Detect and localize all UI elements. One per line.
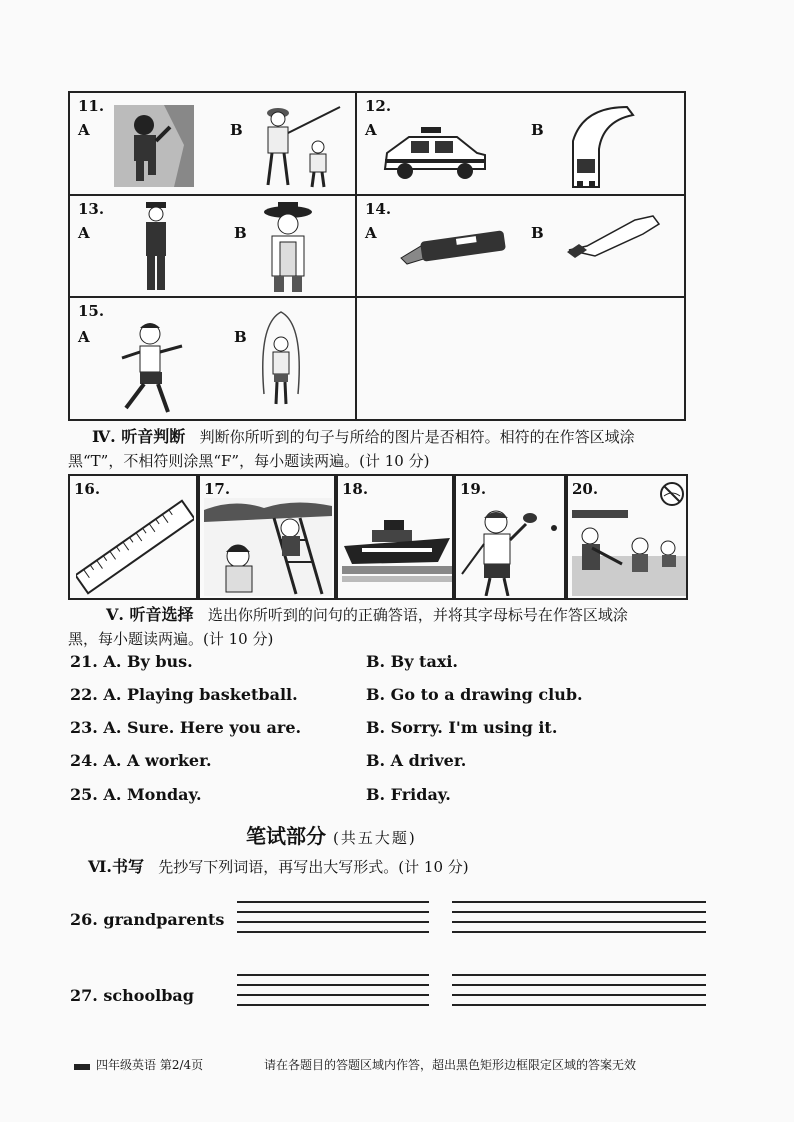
footer-page-info: 四年级英语 第2/4页 — [96, 1058, 204, 1072]
picture-row-16-20 — [68, 474, 702, 600]
question-number: 14. — [365, 200, 392, 218]
part6-instructions — [88, 856, 698, 878]
part5-heading: Ⅴ. 听音选择 — [106, 605, 194, 624]
option-a-label[interactable]: A — [78, 224, 90, 242]
writing-lines-26-uppercase[interactable] — [452, 901, 706, 941]
ship-icon — [342, 516, 452, 586]
q21-option-b[interactable]: B. By taxi. — [366, 652, 458, 671]
question-number: 17. — [204, 480, 231, 498]
q21-option-a[interactable]: 21. A. By bus. — [70, 652, 193, 671]
utility-knife-icon — [397, 228, 509, 268]
q24-option-b[interactable]: B. A driver. — [366, 751, 467, 770]
question-16 — [68, 474, 198, 600]
jumping-rope-girl-icon — [256, 304, 306, 416]
question-number: 16. — [74, 480, 101, 498]
picture-grid-11-15 — [68, 91, 686, 421]
word-27: 27. schoolbag — [70, 986, 194, 1005]
option-a-label[interactable]: A — [78, 121, 90, 139]
question-18 — [336, 474, 454, 600]
children-ladder-icon — [204, 498, 332, 596]
part5-instruction-line1: 选出你所听到的问句的正确答语，并将其字母标号在作答区域涂 — [207, 606, 628, 624]
q25-option-a[interactable]: 25. A. Monday. — [70, 785, 202, 804]
option-a-label[interactable]: A — [78, 328, 90, 346]
question-20 — [566, 474, 688, 600]
question-13 — [70, 196, 355, 296]
part4-instructions — [92, 426, 702, 448]
question-number: 12. — [365, 97, 392, 115]
writing-lines-27-copy[interactable] — [237, 974, 429, 1014]
part6-instruction: 先抄写下列词语，再写出大写形式。(计 10 分) — [158, 858, 469, 876]
question-number: 19. — [460, 480, 487, 498]
written-section-title — [246, 820, 417, 849]
ping-pong-player-icon — [460, 504, 564, 596]
running-girl-icon — [106, 318, 190, 416]
footer-marker — [74, 1064, 90, 1070]
q22-option-a[interactable]: 22. A. Playing basketball. — [70, 685, 298, 704]
part4-instruction-line1: 判断你所听到的句子与所给的图片是否相符。相符的在作答区域涂 — [199, 428, 635, 446]
option-b-label[interactable]: B — [230, 121, 243, 139]
option-b-label[interactable]: B — [531, 224, 544, 242]
climbing-person-icon — [114, 105, 194, 187]
q22-option-b[interactable]: B. Go to a drawing club. — [366, 685, 583, 704]
ruler-icon — [76, 498, 194, 596]
question-11 — [70, 93, 355, 194]
question-12 — [357, 93, 684, 194]
q23-option-b[interactable]: B. Sorry. I'm using it. — [366, 718, 558, 737]
option-a-label[interactable]: A — [365, 121, 377, 139]
taxi-icon — [381, 123, 489, 183]
option-a-label[interactable]: A — [365, 224, 377, 242]
farmer-icon — [260, 200, 316, 294]
part5-instructions — [106, 604, 702, 626]
option-b-label[interactable]: B — [234, 328, 247, 346]
question-17 — [198, 474, 336, 600]
question-19 — [454, 474, 566, 600]
question-number: 15. — [78, 302, 105, 320]
glue-tube-icon — [565, 206, 661, 262]
footer-notice: 请在各题目的答题区域内作答，超出黑色矩形边框限定区域的答案无效 — [264, 1058, 637, 1072]
no-swimming-sign-icon — [572, 480, 686, 596]
question-number: 18. — [342, 480, 369, 498]
question-number: 13. — [78, 200, 105, 218]
part6-heading: Ⅵ.书写 — [88, 857, 144, 876]
option-b-label[interactable]: B — [234, 224, 247, 242]
part5-instruction-line2: 黑，每小题读两遍。(计 10 分) — [68, 630, 274, 648]
police-officer-icon — [136, 200, 176, 294]
q24-option-a[interactable]: 24. A. A worker. — [70, 751, 212, 770]
written-title: 笔试部分 — [246, 824, 326, 848]
empty-cell — [357, 298, 684, 419]
q23-option-a[interactable]: 23. A. Sure. Here you are. — [70, 718, 302, 737]
word-26: 26. grandparents — [70, 910, 225, 929]
part4-heading: Ⅳ. 听音判断 — [92, 427, 186, 446]
q25-option-b[interactable]: B. Friday. — [366, 785, 451, 804]
question-14 — [357, 196, 684, 296]
writing-lines-27-uppercase[interactable] — [452, 974, 706, 1014]
train-icon — [563, 101, 639, 191]
part4-instruction-line2: 黑“T”，不相符则涂黑“F”，每小题读两遍。(计 10 分) — [68, 452, 430, 470]
adult-and-child-icon — [252, 101, 344, 191]
question-15 — [70, 298, 355, 419]
question-number: 11. — [78, 97, 105, 115]
option-b-label[interactable]: B — [531, 121, 544, 139]
question-number: 20. — [572, 480, 599, 498]
writing-lines-26-copy[interactable] — [237, 901, 429, 941]
written-subtitle: (共五大题) — [332, 829, 417, 847]
